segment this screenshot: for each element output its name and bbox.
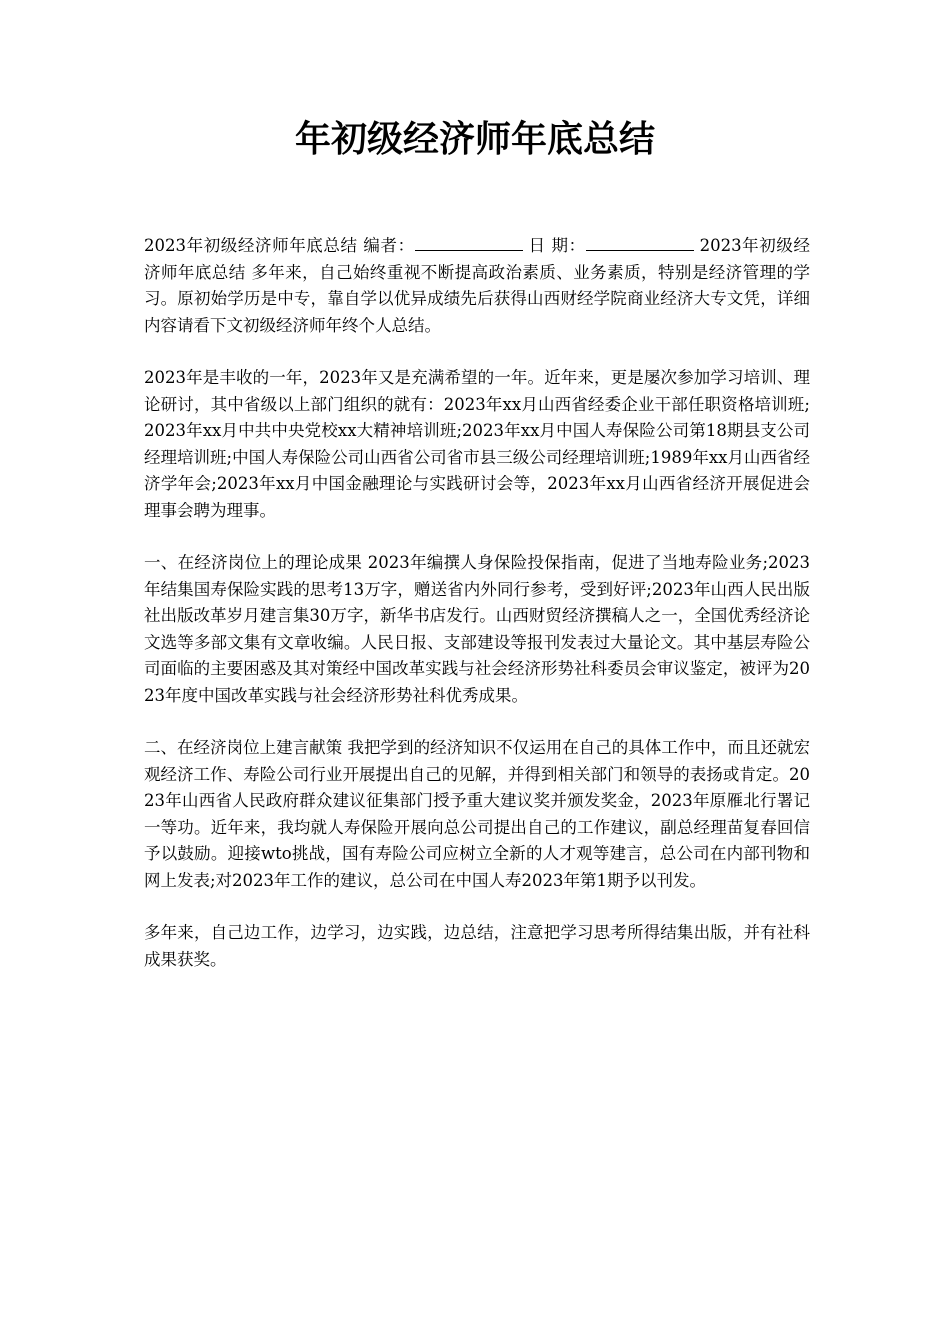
document-body (144, 232, 810, 999)
paragraph-conclusion: 多年来，自己边工作，边学习，边实践，边总结，注意把学习思考所得结集出版，并有社科成果获奖。 (144, 923, 810, 969)
editor-blank-line (415, 232, 523, 251)
paragraph-training: 2023年是丰收的一年，2023年又是充满希望的一年。近年来，更是屡次参加学习培训、理论研讨，其中省级以上部门组织的就有：2023年xx月山西省经委企业干部任职资格培训班;2023年xx月中共中央党校xx大精神培训班;2023年xx月中国人寿保险公司第18期县支公司经理培训班;中国人寿保险公司山西省公司省市县三级公司经理培训班;1989年xx月山西省经济学年会;2023年xx月中国金融理论与实践研讨会等，2023年xx月山西省经济开展促进会理事会聘为理事。 (144, 368, 810, 520)
intro-lead-text: 2023年初级经济师年底总结 编者： (144, 236, 415, 255)
intro-tail-text: 2023年初级经济师年底总结 多年来，自己始终重视不断提高政治素质、业务素质，特别是经济管理的学习。原初始学历是中专，靠自学以优异成绩先后获得山西财经学院商业经济大专文凭，详细内容请看下文初级经济师年终个人总结。 (144, 236, 810, 335)
date-label: 日 期： (522, 236, 586, 255)
paragraph-theory-results: 一、在经济岗位上的理论成果 2023年编撰人身保险投保指南，促进了当地寿险业务;2023年结集国寿保险实践的思考13万字，赠送省内外同行参考，受到好评;2023年山西人民出版社出版改革岁月建言集30万字，新华书店发行。山西财贸经济撰稿人之一，全国优秀经济论文选等多部文集有文章收编。人民日报、支部建设等报刊发表过大量论文。其中基层寿险公司面临的主要困惑及其对策经中国改革实践与社会经济形势社科委员会审议鉴定，被评为2023年度中国改革实践与社会经济形势社科优秀成果。 (144, 553, 810, 705)
date-blank-line (586, 232, 694, 251)
document-title: 年初级经济师年底总结 (294, 119, 655, 160)
paragraph-suggestions: 二、在经济岗位上建言献策 我把学到的经济知识不仅运用在自己的具体工作中，而且还就宏观经济工作、寿险公司行业开展提出自己的见解，并得到相关部门和领导的表扬或肯定。2023年山西省人民政府群众建议征集部门授予重大建议奖并颁发奖金，2023年原雁北行署记一等功。近年来，我均就人寿保险开展向总公司提出自己的工作建议，副总经理苗复春回信予以鼓励。迎接wto挑战，国有寿险公司应树立全新的人才观等建言，总公司在内部刊物和网上发表;对2023年工作的建议，总公司在中国人寿2023年第1期予以刊发。 (144, 738, 810, 890)
intro-paragraph (144, 232, 810, 339)
